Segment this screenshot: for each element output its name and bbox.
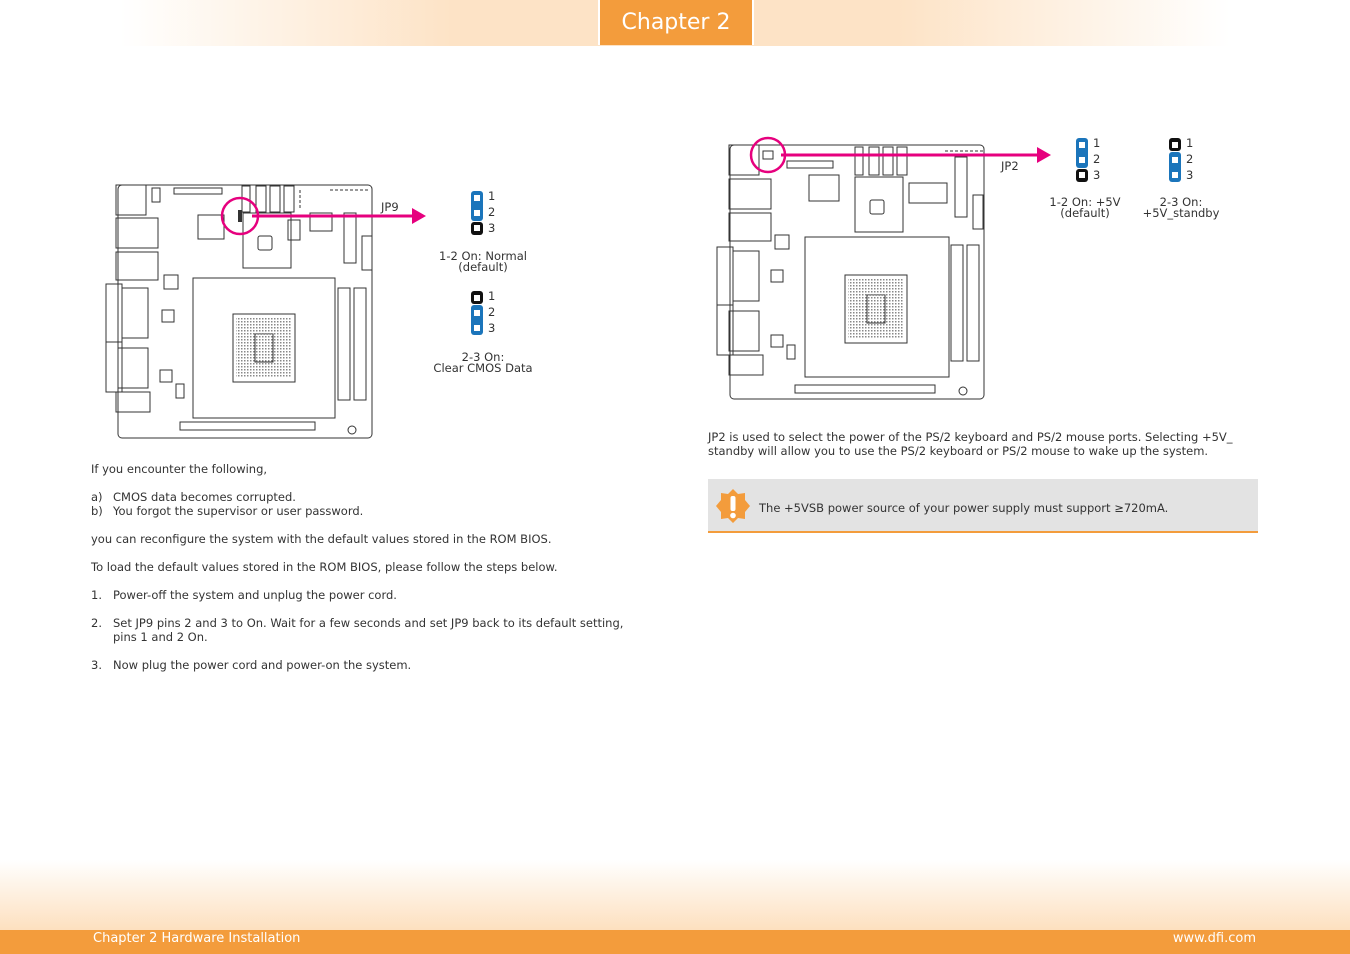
- condition-b-text: You forgot the supervisor or user password.: [113, 504, 364, 518]
- condition-a-marker: a): [91, 490, 103, 504]
- step-2-text-line1: Set JP9 pins 2 and 3 to On. Wait for a few seconds and set JP9 back to its default setting,: [113, 616, 624, 630]
- jp2-s1-pin3: 3: [1093, 168, 1101, 182]
- jp2-description-line2: standby will allow you to use the PS/2 keyboard or PS/2 mouse to wake up the system.: [708, 444, 1209, 458]
- jp2-description-line1: JP2 is used to select the power of the PS/2 keyboard and PS/2 mouse ports. Selecting +5V_: [708, 430, 1233, 444]
- jp9-s1-caption1: 1-2 On: Normal: [439, 249, 527, 263]
- jp2-s1-pin2: 2: [1093, 152, 1101, 166]
- jp9-s1-pin1: 1: [488, 189, 496, 203]
- jp2-s1-pin1: 1: [1093, 136, 1101, 150]
- jp9-s2-pin1: 1: [488, 289, 496, 303]
- footer-chapter-title: Chapter 2 Hardware Installation: [93, 931, 301, 946]
- warning-icon: [715, 488, 751, 524]
- jp9-setting1-jumper: [470, 190, 484, 236]
- jp2-setting2-jumper: [1168, 137, 1182, 183]
- notice-box: [708, 479, 1258, 533]
- step-3-text: Now plug the power cord and power-on the system.: [113, 658, 412, 672]
- step-1-text: Power-off the system and unplug the power cord.: [113, 588, 397, 602]
- jp2-board-diagram: [715, 135, 1065, 405]
- jp2-board-label: JP2: [1001, 159, 1019, 173]
- jp9-board-label: JP9: [381, 200, 399, 214]
- step-1-marker: 1.: [91, 588, 102, 602]
- condition-b-marker: b): [91, 504, 103, 518]
- step-2-text-line2: pins 1 and 2 On.: [113, 630, 208, 644]
- jp2-s2-pin2: 2: [1186, 152, 1194, 166]
- jp2-s2-caption1: 2-3 On:: [1159, 195, 1203, 209]
- jp9-s1-pin3: 3: [488, 221, 496, 235]
- jp9-s1-pin2: 2: [488, 205, 496, 219]
- jp9-s2-pin2: 2: [488, 305, 496, 319]
- chapter-tab[interactable]: Chapter 2: [598, 0, 754, 45]
- footer-website-link[interactable]: www.dfi.com: [1172, 931, 1256, 946]
- cmos-para2: To load the default values stored in the ROM BIOS, please follow the steps below.: [91, 560, 558, 574]
- cmos-intro: If you encounter the following,: [91, 462, 268, 476]
- jp9-s2-caption1: 2-3 On:: [461, 350, 505, 364]
- jp2-s1-caption2: (default): [1060, 206, 1110, 220]
- jp2-s2-caption2: +5V_standby: [1142, 206, 1220, 220]
- jp2-s2-pin3: 3: [1186, 168, 1194, 182]
- notice-text: The +5VSB power source of your power supply must support ≥720mA.: [759, 501, 1169, 515]
- step-3-marker: 3.: [91, 658, 102, 672]
- cmos-para1: you can reconfigure the system with the default values stored in the ROM BIOS.: [91, 532, 552, 546]
- jp2-setting1-jumper: [1075, 137, 1089, 183]
- footer-band: [0, 860, 1350, 930]
- jp9-s1-caption2: (default): [458, 260, 508, 274]
- condition-a-text: CMOS data becomes corrupted.: [113, 490, 296, 504]
- jp9-s2-caption2: Clear CMOS Data: [433, 361, 533, 375]
- jp9-board-diagram: [100, 180, 390, 445]
- jp9-s2-pin3: 3: [488, 321, 496, 335]
- step-2-marker: 2.: [91, 616, 102, 630]
- jp2-s2-pin1: 1: [1186, 136, 1194, 150]
- jp2-s1-caption1: 1-2 On: +5V: [1049, 195, 1121, 209]
- jp9-setting2-jumper: [470, 290, 484, 336]
